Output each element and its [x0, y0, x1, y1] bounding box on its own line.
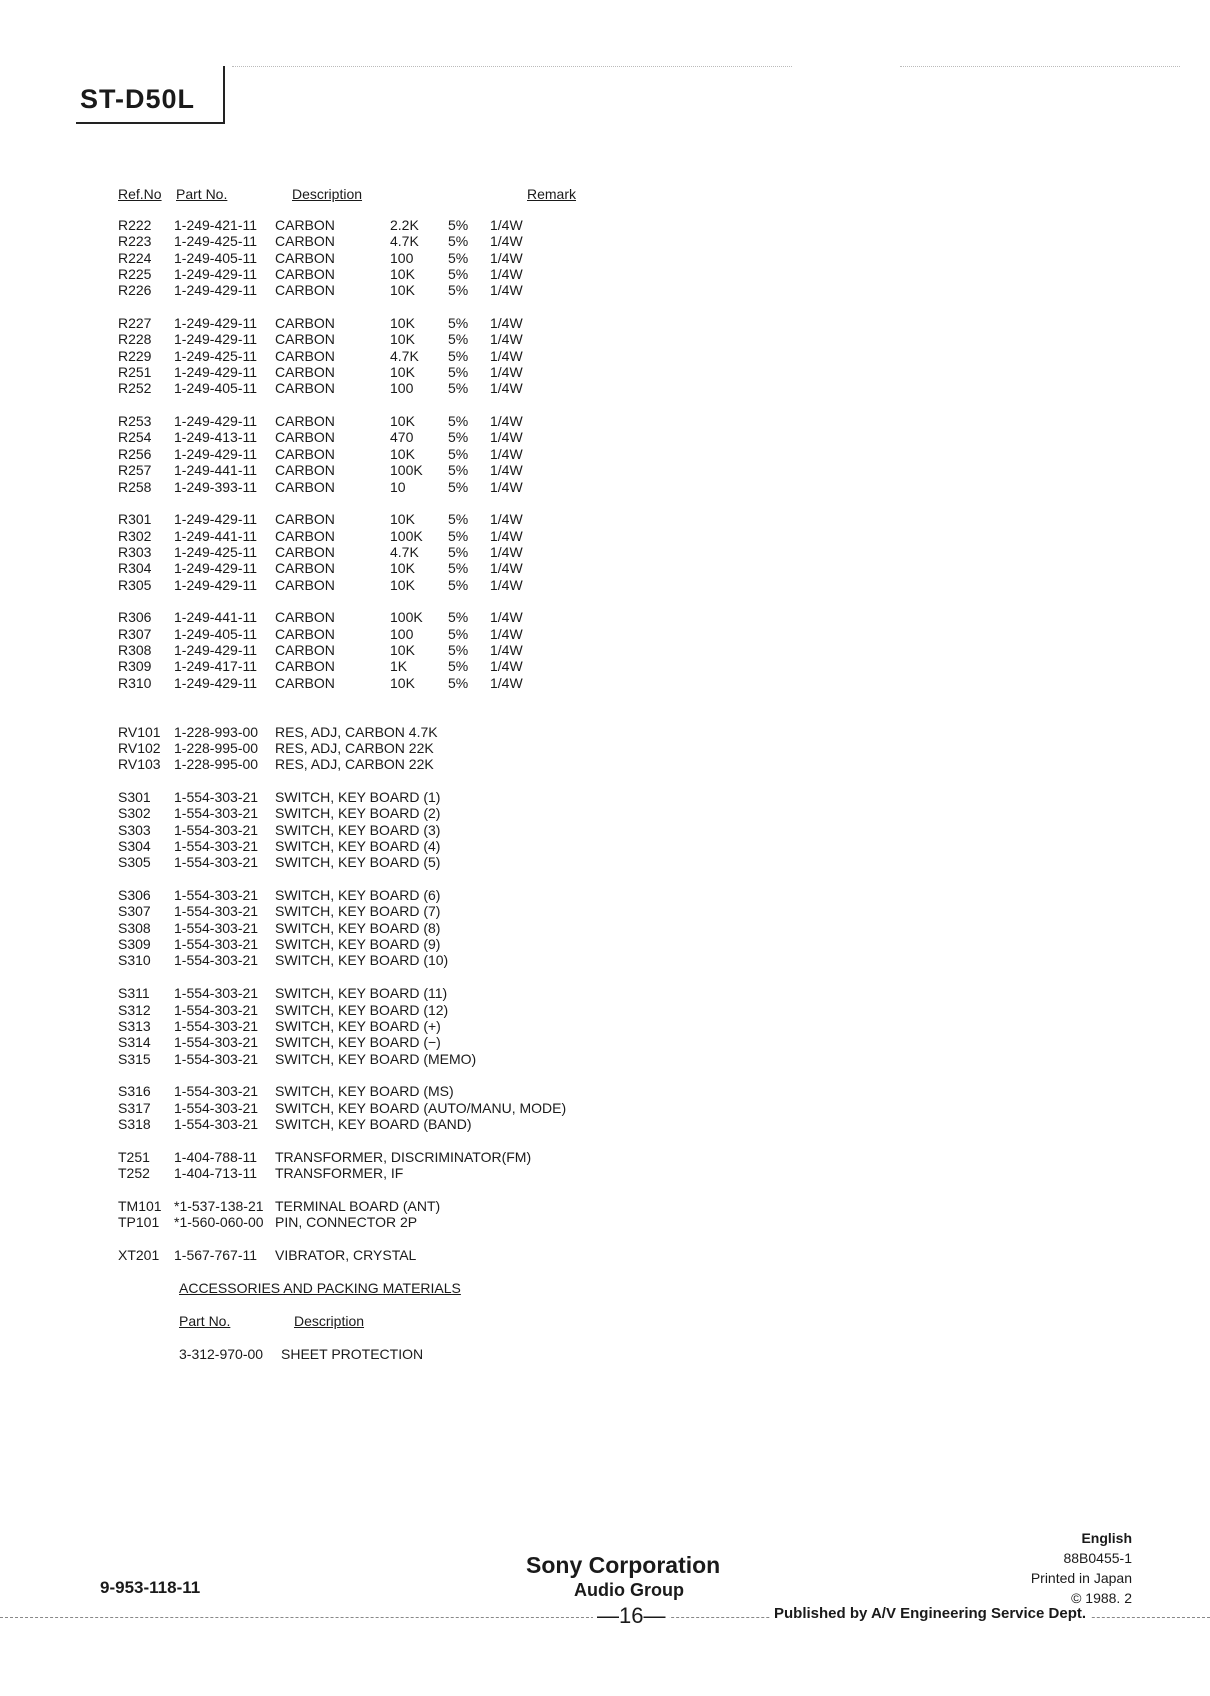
wattage: 1/4W [490, 560, 523, 577]
company-name: Sony Corporation [526, 1552, 721, 1578]
tolerance: 5% [448, 511, 469, 528]
tolerance: 5% [448, 364, 469, 381]
wattage: 1/4W [490, 445, 523, 462]
description: CARBON [275, 625, 335, 642]
tolerance: 5% [448, 266, 469, 283]
publisher: Published by A/V Engineering Service Dept. [770, 1605, 1090, 1622]
ref-no: TM101 [118, 1197, 162, 1214]
wattage: 1/4W [490, 266, 523, 283]
company-group: Audio Group [574, 1580, 684, 1600]
ref-no: R304 [118, 560, 152, 577]
ref-no: R301 [118, 511, 152, 528]
ref-no: S308 [118, 919, 151, 936]
description: CARBON [275, 560, 335, 577]
col-header-ref: Ref.No [118, 186, 162, 202]
tolerance: 5% [448, 478, 469, 495]
part-no: 1-554-303-21 [174, 887, 259, 904]
ref-no: R258 [118, 478, 152, 495]
value: 100 [390, 380, 414, 397]
description: RES, ADJ, CARBON 22K [275, 740, 434, 756]
part-no: 1-249-393-11 [174, 478, 258, 495]
wattage: 1/4W [490, 380, 523, 397]
tolerance: 5% [448, 560, 469, 577]
tolerance: 5% [448, 249, 469, 266]
part-no: 1-249-429-11 [174, 511, 258, 528]
description: SWITCH, KEY BOARD (MEMO) [275, 1050, 477, 1067]
wattage: 1/4W [490, 462, 523, 479]
tolerance: 5% [448, 413, 469, 430]
ref-no: T252 [118, 1164, 150, 1181]
tolerance: 5% [448, 543, 469, 560]
part-no: 1-554-303-21 [174, 1099, 259, 1116]
accessories-desc-header: Description [294, 1313, 365, 1329]
ref-no: S305 [118, 854, 151, 871]
ref-no: R308 [118, 641, 152, 658]
part-no: 1-554-303-21 [174, 1115, 259, 1132]
col-header-remark: Remark [527, 186, 577, 202]
value: 4.7K [390, 233, 419, 250]
wattage: 1/4W [490, 331, 523, 348]
description: SWITCH, KEY BOARD (4) [275, 838, 441, 855]
wattage: 1/4W [490, 282, 523, 299]
ref-no: R252 [118, 380, 152, 397]
accessories-title: ACCESSORIES AND PACKING MATERIALS [179, 1280, 461, 1296]
wattage: 1/4W [490, 674, 523, 691]
description: SWITCH, KEY BOARD (3) [275, 821, 441, 838]
ref-no: S310 [118, 952, 151, 969]
part-no: 1-249-441-11 [174, 527, 258, 544]
value: 10 [390, 478, 406, 495]
part-no: 1-554-303-21 [174, 903, 259, 920]
tolerance: 5% [448, 217, 469, 233]
title-divider-vertical [223, 66, 225, 124]
description: CARBON [275, 364, 335, 381]
description: CARBON [275, 543, 335, 560]
ref-no: R251 [118, 364, 152, 381]
part-no: *1-537-138-21 [174, 1197, 264, 1214]
description: CARBON [275, 478, 335, 495]
description: CARBON [275, 576, 335, 593]
part-no: 1-554-303-21 [174, 985, 259, 1002]
tolerance: 5% [448, 380, 469, 397]
ref-no: S309 [118, 936, 151, 953]
part-no: 1-404-788-11 [174, 1148, 258, 1165]
part-no: 1-249-429-11 [174, 282, 258, 299]
value: 10K [390, 576, 415, 593]
wattage: 1/4W [490, 429, 523, 446]
description: CARBON [275, 674, 335, 691]
description: SWITCH, KEY BOARD (+) [275, 1017, 441, 1034]
accessory-desc: SHEET PROTECTION [281, 1346, 424, 1362]
description: SWITCH, KEY BOARD (2) [275, 805, 441, 822]
tolerance: 5% [448, 674, 469, 691]
description: CARBON [275, 609, 335, 626]
wattage: 1/4W [490, 315, 523, 332]
part-no: 1-249-429-11 [174, 266, 258, 283]
description: SWITCH, KEY BOARD (6) [275, 887, 441, 904]
model-title: ST-D50L [80, 84, 196, 114]
ref-no: R303 [118, 543, 152, 560]
description: SWITCH, KEY BOARD (8) [275, 919, 441, 936]
value: 10K [390, 560, 415, 577]
wattage: 1/4W [490, 413, 523, 430]
wattage: 1/4W [490, 249, 523, 266]
value: 10K [390, 364, 415, 381]
ref-no: R224 [118, 249, 152, 266]
ref-no: R306 [118, 609, 152, 626]
part-no: 1-249-429-11 [174, 641, 258, 658]
part-no: 1-554-303-21 [174, 1017, 259, 1034]
description: CARBON [275, 658, 335, 675]
tolerance: 5% [448, 315, 469, 332]
tolerance: 5% [448, 347, 469, 364]
part-no: 1-249-441-11 [174, 609, 258, 626]
tolerance: 5% [448, 609, 469, 626]
value: 10K [390, 315, 415, 332]
part-no: 1-249-429-11 [174, 315, 258, 332]
ref-no: TP101 [118, 1213, 160, 1230]
description: RES, ADJ, CARBON 22K [275, 756, 434, 773]
ref-no: S316 [118, 1083, 151, 1100]
ref-no: R222 [118, 217, 152, 233]
description: RES, ADJ, CARBON 4.7K [275, 723, 438, 740]
tolerance: 5% [448, 445, 469, 462]
manual-code: 88B0455-1 [1063, 1550, 1132, 1566]
description: PIN, CONNECTOR 2P [275, 1213, 418, 1230]
col-header-desc: Description [292, 186, 363, 202]
part-no: 1-249-429-11 [174, 364, 258, 381]
part-no: 1-249-425-11 [174, 347, 258, 364]
description: CARBON [275, 266, 335, 283]
ref-no: R302 [118, 527, 152, 544]
ref-no: S301 [118, 789, 151, 806]
wattage: 1/4W [490, 233, 523, 250]
value: 470 [390, 429, 414, 446]
wattage: 1/4W [490, 641, 523, 658]
description: SWITCH, KEY BOARD (1) [275, 789, 441, 806]
value: 10K [390, 331, 415, 348]
wattage: 1/4W [490, 658, 523, 675]
description: SWITCH, KEY BOARD (MS) [275, 1083, 454, 1100]
ref-no: S312 [118, 1001, 151, 1018]
wattage: 1/4W [490, 347, 523, 364]
part-no: 1-249-429-11 [174, 674, 258, 691]
ref-no: R225 [118, 266, 152, 283]
part-no: 1-249-429-11 [174, 445, 258, 462]
wattage: 1/4W [490, 511, 523, 528]
value: 10K [390, 282, 415, 299]
description: CARBON [275, 511, 335, 528]
ref-no: R253 [118, 413, 152, 430]
description: VIBRATOR, CRYSTAL [275, 1246, 417, 1263]
ref-no: RV103 [118, 756, 161, 773]
wattage: 1/4W [490, 478, 523, 495]
description: SWITCH, KEY BOARD (11) [275, 985, 448, 1002]
description: SWITCH, KEY BOARD (5) [275, 854, 441, 871]
part-no: 1-567-767-11 [174, 1246, 258, 1263]
ref-no: RV102 [118, 740, 161, 756]
value: 10K [390, 511, 415, 528]
part-no: 1-249-429-11 [174, 331, 258, 348]
ref-no: T251 [118, 1148, 150, 1165]
description: CARBON [275, 527, 335, 544]
ref-no: R254 [118, 429, 152, 446]
description: CARBON [275, 429, 335, 446]
part-no: 1-249-429-11 [174, 560, 258, 577]
value: 4.7K [390, 347, 419, 364]
description: SWITCH, KEY BOARD (7) [275, 903, 441, 920]
ref-no: S315 [118, 1050, 151, 1067]
description: CARBON [275, 331, 335, 348]
part-no: 1-249-417-11 [174, 658, 258, 675]
ref-no: R307 [118, 625, 152, 642]
ref-no: S303 [118, 821, 151, 838]
wattage: 1/4W [490, 576, 523, 593]
ref-no: S307 [118, 903, 151, 920]
wattage: 1/4W [490, 364, 523, 381]
ref-no: S304 [118, 838, 151, 855]
tolerance: 5% [448, 576, 469, 593]
part-no: 1-554-303-21 [174, 1001, 259, 1018]
part-no: 1-554-303-21 [174, 821, 259, 838]
part-no: 1-249-405-11 [174, 380, 258, 397]
value: 100 [390, 625, 414, 642]
ref-no: R310 [118, 674, 152, 691]
description: CARBON [275, 233, 335, 250]
description: CARBON [275, 217, 335, 233]
value: 100K [390, 462, 423, 479]
part-no: 1-554-303-21 [174, 789, 259, 806]
ref-no: R309 [118, 658, 152, 675]
value: 2.2K [390, 217, 419, 233]
part-no: *1-560-060-00 [174, 1213, 264, 1230]
tolerance: 5% [448, 233, 469, 250]
tolerance: 5% [448, 625, 469, 642]
part-no: 1-554-303-21 [174, 1050, 259, 1067]
description: TRANSFORMER, IF [275, 1164, 404, 1181]
accessory-part: 3-312-970-00 [179, 1346, 264, 1362]
ref-no: S314 [118, 1034, 151, 1051]
part-no: 1-249-425-11 [174, 543, 258, 560]
ref-no: R227 [118, 315, 152, 332]
ref-no: R305 [118, 576, 152, 593]
description: CARBON [275, 347, 335, 364]
part-no: 1-249-421-11 [174, 217, 258, 233]
part-no: 1-228-995-00 [174, 756, 259, 773]
part-no: 1-228-993-00 [174, 723, 259, 740]
part-no: 1-249-429-11 [174, 413, 258, 430]
description: SWITCH, KEY BOARD (10) [275, 952, 449, 969]
tolerance: 5% [448, 282, 469, 299]
part-no: 1-249-441-11 [174, 462, 258, 479]
value: 10K [390, 413, 415, 430]
ref-no: S302 [118, 805, 151, 822]
tolerance: 5% [448, 331, 469, 348]
wattage: 1/4W [490, 543, 523, 560]
part-no: 1-554-303-21 [174, 1083, 259, 1100]
ref-no: XT201 [118, 1246, 160, 1263]
description: CARBON [275, 380, 335, 397]
description: TERMINAL BOARD (ANT) [275, 1197, 441, 1214]
part-no: 1-554-303-21 [174, 952, 259, 969]
page-number: —16— [593, 1603, 669, 1629]
part-no: 1-554-303-21 [174, 805, 259, 822]
tolerance: 5% [448, 462, 469, 479]
ref-no: S318 [118, 1115, 151, 1132]
part-no: 1-554-303-21 [174, 936, 259, 953]
value: 4.7K [390, 543, 419, 560]
value: 10K [390, 266, 415, 283]
part-no: 1-404-713-11 [174, 1164, 258, 1181]
part-no: 1-249-405-11 [174, 625, 258, 642]
part-no: 1-228-995-00 [174, 740, 259, 756]
copyright: © 1988. 2 [1071, 1590, 1132, 1606]
description: SWITCH, KEY BOARD (BAND) [275, 1115, 472, 1132]
top-dotted-rule [232, 66, 792, 67]
description: CARBON [275, 249, 335, 266]
description: CARBON [275, 413, 335, 430]
part-no: 1-554-303-21 [174, 919, 259, 936]
ref-no: R228 [118, 331, 152, 348]
description: SWITCH, KEY BOARD (AUTO/MANU, MODE) [275, 1099, 567, 1116]
title-divider-horizontal [76, 122, 225, 124]
description: CARBON [275, 641, 335, 658]
ref-no: R256 [118, 445, 152, 462]
description: SWITCH, KEY BOARD (−) [275, 1034, 441, 1051]
tolerance: 5% [448, 641, 469, 658]
part-no: 1-249-413-11 [174, 429, 258, 446]
value: 10K [390, 641, 415, 658]
ref-no: R229 [118, 347, 152, 364]
accessories-part-header: Part No. [179, 1313, 231, 1329]
tolerance: 5% [448, 429, 469, 446]
part-no: 1-249-425-11 [174, 233, 258, 250]
ref-no: R226 [118, 282, 152, 299]
printed-in: Printed in Japan [1030, 1570, 1132, 1586]
value: 100K [390, 609, 423, 626]
value: 100 [390, 249, 414, 266]
wattage: 1/4W [490, 527, 523, 544]
doc-number: 9-953-118-11 [100, 1578, 201, 1597]
ref-no: R223 [118, 233, 152, 250]
value: 10K [390, 674, 415, 691]
wattage: 1/4W [490, 625, 523, 642]
description: SWITCH, KEY BOARD (9) [275, 936, 441, 953]
ref-no: S311 [118, 985, 150, 1002]
ref-no: S317 [118, 1099, 151, 1116]
part-no: 1-249-405-11 [174, 249, 258, 266]
wattage: 1/4W [490, 609, 523, 626]
part-no: 1-554-303-21 [174, 854, 259, 871]
description: TRANSFORMER, DISCRIMINATOR(FM) [275, 1148, 532, 1165]
description: SWITCH, KEY BOARD (12) [275, 1001, 449, 1018]
ref-no: S313 [118, 1017, 151, 1034]
description: CARBON [275, 445, 335, 462]
wattage: 1/4W [490, 217, 523, 233]
top-dotted-rule-right [900, 66, 1180, 67]
value: 100K [390, 527, 423, 544]
value: 10K [390, 445, 415, 462]
col-header-part: Part No. [176, 186, 228, 202]
value: 1K [390, 658, 408, 675]
ref-no: R257 [118, 462, 152, 479]
ref-no: S306 [118, 887, 151, 904]
description: CARBON [275, 282, 335, 299]
description: CARBON [275, 462, 335, 479]
tolerance: 5% [448, 658, 469, 675]
description: CARBON [275, 315, 335, 332]
ref-no: RV101 [118, 723, 161, 740]
language: English [1081, 1530, 1132, 1546]
part-no: 1-249-429-11 [174, 576, 258, 593]
part-no: 1-554-303-21 [174, 838, 259, 855]
part-no: 1-554-303-21 [174, 1034, 259, 1051]
tolerance: 5% [448, 527, 469, 544]
